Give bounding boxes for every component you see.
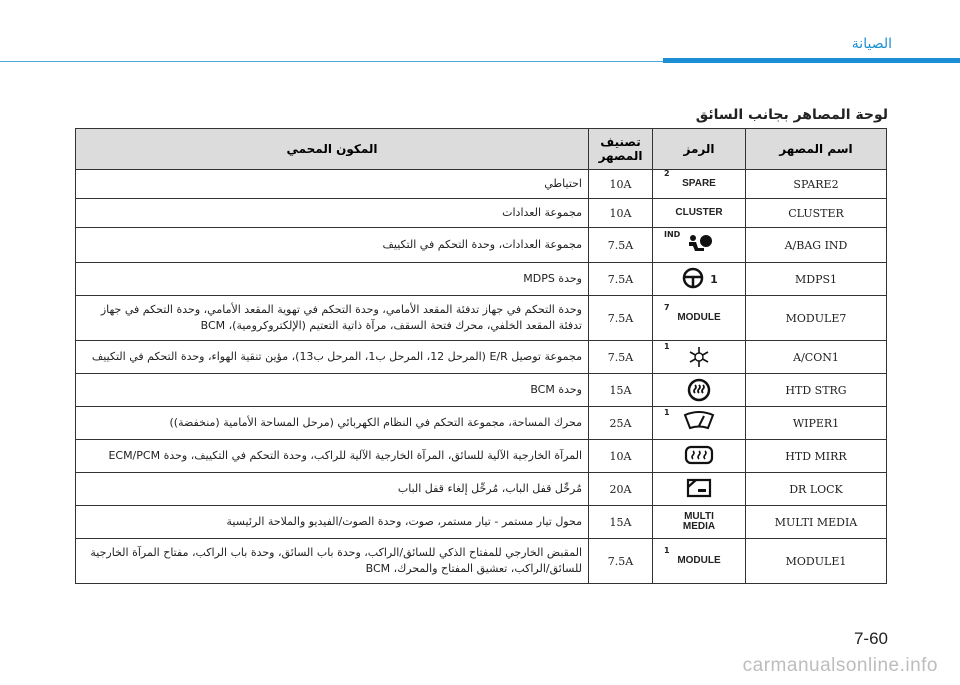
fuse-name-cell: MODULE7: [746, 296, 887, 341]
fuse-rating-cell: 7.5A: [589, 263, 653, 296]
symbol-label: MODULE: [677, 312, 721, 323]
symbol-superscript: 2: [664, 169, 670, 178]
table-header-row: [76, 129, 887, 170]
protected-component-cell: محول تيار مستمر - تيار مستمر، صوت، وحدة الصوت/الفيديو والملاحة الرئيسية: [76, 506, 589, 539]
symbol-cell: [653, 374, 746, 407]
symbol-superscript: IND: [664, 230, 681, 239]
symbol-label: CLUSTER: [675, 207, 723, 218]
fuse-rating-cell: 10A: [589, 440, 653, 473]
symbol-superscript: 7: [664, 303, 670, 312]
symbol-cell: [653, 228, 746, 263]
symbol-cell: [653, 539, 746, 584]
protected-component-cell: مجموعة العدادات: [76, 199, 589, 228]
symbol-superscript: 1: [664, 546, 670, 555]
fuse-rating-cell: 7.5A: [589, 539, 653, 584]
fuse-name-cell: A/CON1: [746, 341, 887, 374]
wiper-icon: [682, 411, 716, 434]
protected-component-cell: المقبض الخارجي للمفتاح الذكي للسائق/الراكب، وحدة باب السائق، وحدة باب الراكب، مفتاح المرآة الخارجية للسائق/الراكب، تعشيق المفتاح والمحرك، BCM: [76, 539, 589, 584]
protected-component-cell: وحدة MDPS: [76, 263, 589, 296]
table-row: [76, 440, 887, 473]
table-row: [76, 263, 887, 296]
symbol-cell: [653, 407, 746, 440]
fuse-rating-cell: 7.5A: [589, 341, 653, 374]
protected-component-cell: وحدة BCM: [76, 374, 589, 407]
header-symbol: الرمز: [653, 129, 746, 170]
panel-title: لوحة المصاهر بجانب السائق: [695, 107, 888, 123]
symbol-cell: [653, 170, 746, 199]
fuse-rating-cell: 15A: [589, 506, 653, 539]
heated-mirror-icon: [683, 444, 715, 469]
airbag-indicator-icon: [684, 233, 714, 258]
symbol-superscript: 1: [664, 342, 670, 351]
fuse-rating-cell: 20A: [589, 473, 653, 506]
symbol-suffix: 1: [710, 273, 718, 286]
watermark: carmanualsonline.info: [742, 655, 938, 676]
table-row: [76, 539, 887, 584]
protected-component-cell: محرك المساحة، مجموعة التحكم في النظام الكهربائي (مرحل المساحة الأمامية (منخفضة)): [76, 407, 589, 440]
protected-component-cell: مُرحِّل قفل الباب، مُرحِّل إلغاء قفل الباب: [76, 473, 589, 506]
fuse-rating-cell: 25A: [589, 407, 653, 440]
fuse-name-cell: MODULE1: [746, 539, 887, 584]
symbol-cell: [653, 199, 746, 228]
header-rating: تصنيف المصهر: [589, 129, 653, 170]
page-number: 7-60: [853, 629, 888, 648]
symbol-cell: [653, 506, 746, 539]
door-lock-icon: [684, 477, 714, 502]
table-row: [76, 170, 887, 199]
protected-component-cell: مجموعة العدادات، وحدة التحكم في التكييف: [76, 228, 589, 263]
symbol-cell: [653, 440, 746, 473]
fuse-name-cell: WIPER1: [746, 407, 887, 440]
fuse-name-cell: MULTI MEDIA: [746, 506, 887, 539]
snowflake-icon: [686, 345, 712, 372]
fuse-rating-cell: 10A: [589, 199, 653, 228]
symbol-label: MULTI MEDIA: [682, 511, 716, 532]
section-header-title: الصيانة: [851, 36, 892, 52]
table-row: [76, 341, 887, 374]
protected-component-cell: مجموعة توصيل E/R (المرحل 12، المرحل ب1، المرحل ب13)، مؤين تنقية الهواء، وحدة التحكم في التكييف: [76, 341, 589, 374]
fuse-rating-cell: 7.5A: [589, 296, 653, 341]
header-fuse-name: اسم المصهر: [746, 129, 887, 170]
fuse-rating-cell: 10A: [589, 170, 653, 199]
protected-component-cell: وحدة التحكم في جهاز تدفئة المقعد الأمامي، وحدة التحكم في تهوية المقعد الأمامي، وحدة التحكم في جهاز تدفئة المقعد الخلفي، محرك فتحة السقف، مرآة ذاتية التعتيم (الإلكتروكرومية)، BCM: [76, 296, 589, 341]
symbol-cell: [653, 263, 746, 296]
symbol-cell: [653, 296, 746, 341]
fuse-name-cell: SPARE2: [746, 170, 887, 199]
table-row: [76, 228, 887, 263]
fuse-rating-cell: 15A: [589, 374, 653, 407]
fuse-name-cell: HTD STRG: [746, 374, 887, 407]
fuse-table: [75, 128, 887, 584]
table-row: [76, 473, 887, 506]
symbol-cell: [653, 473, 746, 506]
symbol-label: SPARE: [682, 178, 716, 189]
table-row: [76, 407, 887, 440]
fuse-name-cell: CLUSTER: [746, 199, 887, 228]
fuse-name-cell: DR LOCK: [746, 473, 887, 506]
table-row: [76, 296, 887, 341]
header-accent-bar: [663, 58, 960, 63]
fuse-name-cell: MDPS1: [746, 263, 887, 296]
protected-component-cell: المرآة الخارجية الآلية للسائق، المرآة الخارجية الآلية للراكب، وحدة التحكم في التكييف، وحدة ECM/PCM: [76, 440, 589, 473]
steering-wheel-icon: [680, 267, 706, 292]
symbol-cell: [653, 341, 746, 374]
table-row: [76, 374, 887, 407]
table-row: [76, 199, 887, 228]
table-row: [76, 506, 887, 539]
protected-component-cell: احتياطي: [76, 170, 589, 199]
fuse-rating-cell: 7.5A: [589, 228, 653, 263]
fuse-name-cell: HTD MIRR: [746, 440, 887, 473]
header-component: المكون المحمي: [76, 129, 589, 170]
fuse-name-cell: A/BAG IND: [746, 228, 887, 263]
heated-steering-icon: [686, 378, 712, 405]
symbol-superscript: 1: [664, 408, 670, 417]
symbol-label: MODULE: [677, 555, 721, 566]
